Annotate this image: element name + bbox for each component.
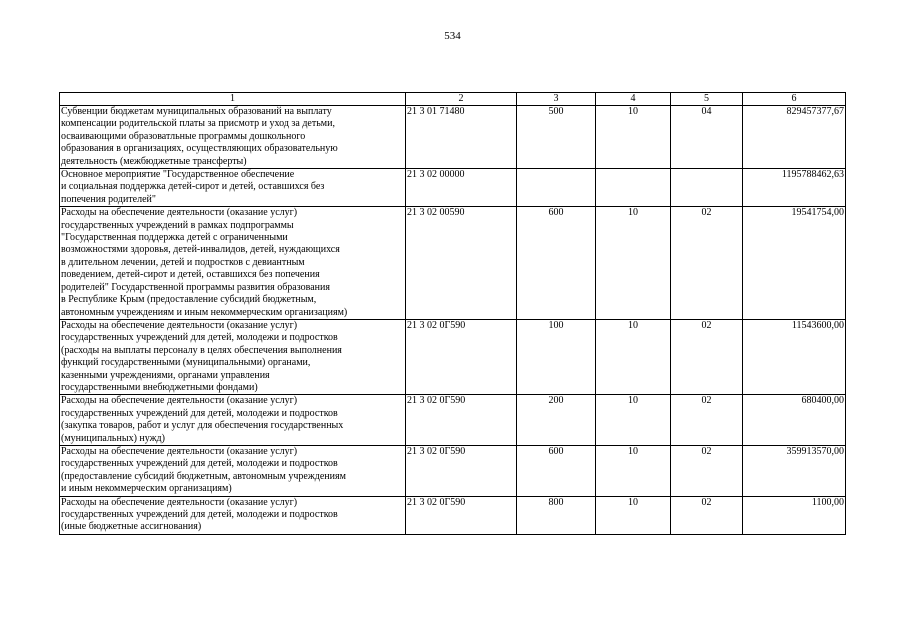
expense-type-cell xyxy=(517,169,596,207)
section-cell: 10 xyxy=(596,445,671,496)
section-cell xyxy=(596,169,671,207)
row-name: Основное мероприятие "Государственное обеспечение и социальная поддержка детей-сирот и детей, оставшихся без попечения родителей" xyxy=(61,169,325,205)
row-name-cell xyxy=(60,106,406,169)
amount-cell: 680400,00 xyxy=(743,395,846,446)
row-name: Расходы на обеспечение деятельности (оказание услуг) государственных учреждений для детей, молодежи и подростков (иные бюджетные ассигнования) xyxy=(61,496,338,533)
row-name-cell xyxy=(60,207,406,320)
table-row xyxy=(60,207,846,320)
section-cell: 10 xyxy=(596,395,671,446)
column-header: 3 xyxy=(517,93,596,106)
row-name: Субвенции бюджетам муниципальных образований на выплату компенсации родительской платы за присмотр и уход за детьми, осваивающими образоватльные программы дошкольного образования в организациях, осуществляющих образовательную деятельность (межбюджетные трансферты) xyxy=(61,106,338,167)
expense-type-cell: 600 xyxy=(517,445,596,496)
row-name: Расходы на обеспечение деятельности (оказание услуг) государственных учреждений для детей, молодежи и подростков (закупка товаров, работ и услуг для обеспечения государственных (муниципальных) нужд) xyxy=(61,395,344,444)
target-code-cell: 21 3 02 0Г590 xyxy=(406,395,517,446)
row-name: Расходы на обеспечение деятельности (оказание услуг) государственных учреждений для детей, молодежи и подростков (предоставление субсидий бюджетным, автономным учреждениям и иным некоммерческим организациям) xyxy=(61,445,346,495)
table-row xyxy=(60,445,846,496)
column-header: 2 xyxy=(406,93,517,106)
row-name: Расходы на обеспечение деятельности (оказание услуг) государственных учреждений в рамках подпрограммы "Государственная поддержка детей с ограниченными возможностями здоровья, детей-инвалидов, детей, нуждающихся в длительном лечении, детей и подростков с девиантным поведением, детей-сирот и детей, оставшихся без попечения родителей" Государственной программы развития образования в Республике Крым (предоставление субсидий бюджетным, автономным учреждениям и иным некоммерческим организациям) xyxy=(61,207,348,318)
amount-cell: 1100,00 xyxy=(743,496,846,534)
target-code-cell: 21 3 02 00590 xyxy=(406,207,517,320)
table-row xyxy=(60,395,846,446)
row-name-cell xyxy=(60,169,406,207)
subsection-cell: 02 xyxy=(671,496,743,534)
column-header: 6 xyxy=(743,93,846,106)
section-cell: 10 xyxy=(596,207,671,320)
target-code-cell: 21 3 02 0Г590 xyxy=(406,496,517,534)
expense-type-cell: 200 xyxy=(517,395,596,446)
page-number: 534 xyxy=(444,30,461,42)
subsection-cell xyxy=(671,169,743,207)
row-name-cell xyxy=(60,496,406,534)
row-name: Расходы на обеспечение деятельности (оказание услуг) государственных учреждений для детей, молодежи и подростков (расходы на выплаты персоналу в целях обеспечения выполнения функций государственными (муниципальными) органами, казенными учреждениями, органами управления государственными внебюджетными фондами) xyxy=(61,319,342,393)
column-header: 5 xyxy=(671,93,743,106)
section-cell: 10 xyxy=(596,496,671,534)
target-code-cell: 21 3 02 0Г590 xyxy=(406,319,517,394)
amount-cell: 829457377,67 xyxy=(743,106,846,169)
amount-cell: 1195788462,63 xyxy=(743,169,846,207)
amount-cell: 19541754,00 xyxy=(743,207,846,320)
expense-type-cell: 500 xyxy=(517,106,596,169)
target-code-cell: 21 3 01 71480 xyxy=(406,106,517,169)
expense-type-cell: 600 xyxy=(517,207,596,320)
row-name-cell xyxy=(60,395,406,446)
row-name-cell xyxy=(60,319,406,394)
subsection-cell: 04 xyxy=(671,106,743,169)
table-header-row xyxy=(60,93,846,106)
target-code-cell: 21 3 02 0Г590 xyxy=(406,445,517,496)
subsection-cell: 02 xyxy=(671,445,743,496)
row-name-cell xyxy=(60,445,406,496)
section-cell: 10 xyxy=(596,319,671,394)
table-row xyxy=(60,496,846,534)
table-row xyxy=(60,169,846,207)
expense-type-cell: 100 xyxy=(517,319,596,394)
target-code-cell: 21 3 02 00000 xyxy=(406,169,517,207)
section-cell: 10 xyxy=(596,106,671,169)
subsection-cell: 02 xyxy=(671,207,743,320)
amount-cell: 11543600,00 xyxy=(743,319,846,394)
column-header: 4 xyxy=(596,93,671,106)
subsection-cell: 02 xyxy=(671,319,743,394)
table-row xyxy=(60,106,846,169)
column-header: 1 xyxy=(60,93,406,106)
subsection-cell: 02 xyxy=(671,395,743,446)
amount-cell: 359913570,00 xyxy=(743,445,846,496)
budget-table xyxy=(59,92,846,535)
expense-type-cell: 800 xyxy=(517,496,596,534)
table-row xyxy=(60,319,846,394)
